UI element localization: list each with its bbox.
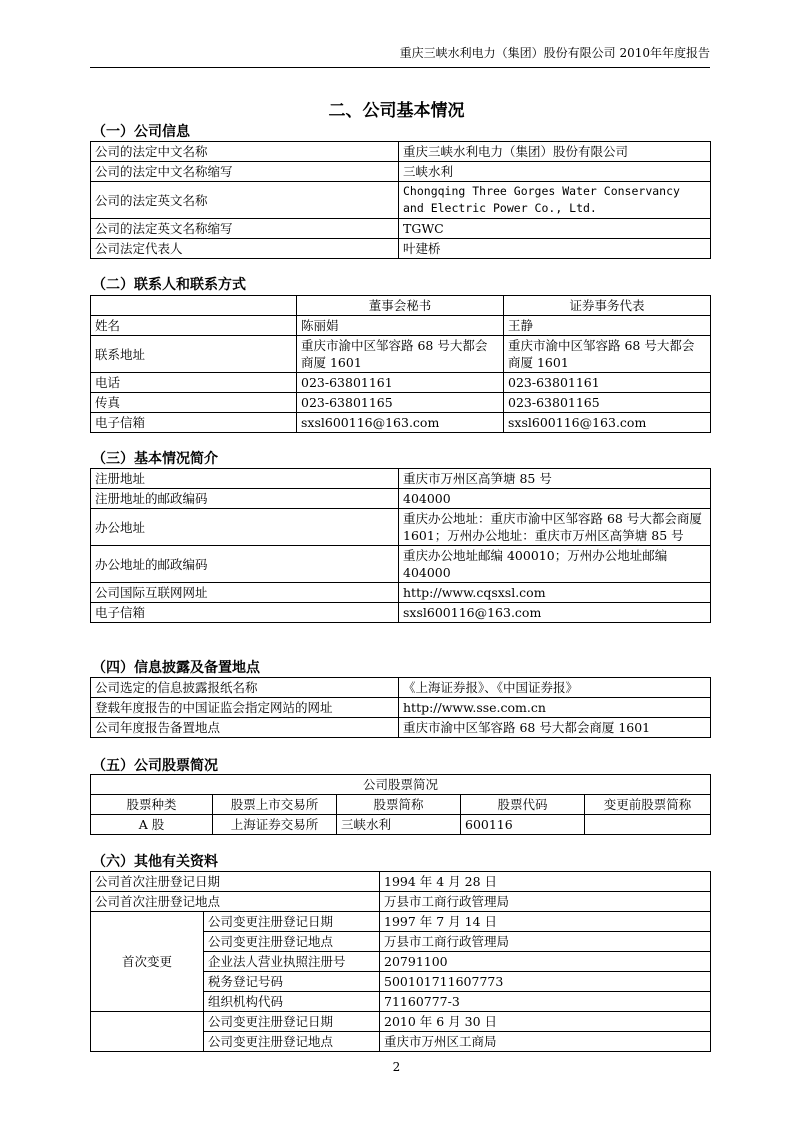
website-cell: http://www.cqsxsl.com [399,583,711,603]
table-row [91,546,711,583]
exchange-cell: 上海证券交易所 [213,815,337,835]
column-header: 董事会秘书 [297,296,504,316]
table-row [91,336,711,373]
table-row [91,698,711,718]
value-cell: 重庆市渝中区邹容路 68 号大都会商厦 1601 [399,718,711,738]
page-number: 2 [392,1060,401,1074]
table-row [91,413,711,433]
table-row [91,1012,711,1032]
value-cell: 20791100 [380,952,711,972]
value-cell: 重庆办公地址邮编 400010；万州办公地址邮编 404000 [399,546,711,583]
value-cell: 2010 年 6 月 30 日 [380,1012,711,1032]
table-row [91,142,711,162]
value-cell: 重庆市渝中区邹容路 68 号大都会商厦 1601 [297,336,504,373]
section-3-heading: （三）基本情况简介 [92,451,218,467]
value-cell: 023-63801165 [504,393,711,413]
label-cell: 公司变更注册登记日期 [204,1012,380,1032]
column-header: 股票简称 [337,795,461,815]
empty-cell [91,1012,204,1052]
value-cell: 023-63801161 [297,373,504,393]
table-row [91,239,711,259]
label-cell: 电话 [91,373,297,393]
label-cell: 登载年度报告的中国证监会指定网站的网址 [91,698,399,718]
label-cell: 公司变更注册登记日期 [204,912,380,932]
table-row [91,678,711,698]
label-cell: 公司的法定英文名称缩写 [91,219,399,239]
basic-info-table [90,468,711,623]
website-cell: http://www.sse.com.cn [399,698,711,718]
value-cell: 王静 [504,316,711,336]
table-row [91,373,711,393]
label-cell: 公司首次注册登记日期 [91,872,380,892]
table-row [91,795,711,815]
label-cell: 电子信箱 [91,413,297,433]
section-6-heading: （六）其他有关资料 [92,854,218,870]
label-cell: 公司年度报告备置地点 [91,718,399,738]
label-cell: 公司变更注册登记地点 [204,1032,380,1052]
empty-cell [91,296,297,316]
label-cell: 姓名 [91,316,297,336]
stock-name-cell: 三峡水利 [337,815,461,835]
label-cell: 公司选定的信息披露报纸名称 [91,678,399,698]
value-cell: 重庆市万州区工商局 [380,1032,711,1052]
table-row [91,182,711,219]
value-cell: 重庆市渝中区邹容路 68 号大都会商厦 1601 [504,336,711,373]
section-5-heading: （五）公司股票简况 [92,758,218,774]
label-cell: 公司的法定中文名称 [91,142,399,162]
table-caption: 公司股票简况 [91,775,711,795]
value-cell: 023-63801165 [297,393,504,413]
value-cell: 陈丽娟 [297,316,504,336]
value-cell: 1997 年 7 月 14 日 [380,912,711,932]
table-row [91,912,711,932]
table-row [91,219,711,239]
table-row [91,603,711,623]
email-cell: sxsl600116@163.com [504,413,711,433]
stock-type-cell: A 股 [91,815,213,835]
label-cell: 注册地址 [91,469,399,489]
value-cell: 023-63801161 [504,373,711,393]
value-cell: 万县市工商行政管理局 [380,892,711,912]
page-header: 重庆三峡水利电力（集团）股份有限公司 2010年年度报告 [90,44,710,68]
value-cell: 404000 [399,489,711,509]
label-cell: 公司首次注册登记地点 [91,892,380,912]
former-name-cell [585,815,711,835]
label-cell: 企业法人营业执照注册号 [204,952,380,972]
stock-code-cell: 600116 [461,815,585,835]
column-header: 股票种类 [91,795,213,815]
page-title: 二、公司基本情况 [328,101,465,121]
label-cell: 税务登记号码 [204,972,380,992]
value-cell: 重庆三峡水利电力（集团）股份有限公司 [399,142,711,162]
table-row [91,892,711,912]
email-cell: sxsl600116@163.com [297,413,504,433]
value-cell: 叶建桥 [399,239,711,259]
label-cell: 公司的法定中文名称缩写 [91,162,399,182]
section-4-heading: （四）信息披露及备置地点 [92,660,260,676]
table-row [91,296,711,316]
column-header: 变更前股票简称 [585,795,711,815]
stock-table [90,774,711,835]
table-row [91,162,711,182]
label-cell: 公司法定代表人 [91,239,399,259]
disclosure-table [90,677,711,738]
table-row [91,815,711,835]
label-cell: 注册地址的邮政编码 [91,489,399,509]
contacts-table [90,295,711,433]
label-cell: 办公地址 [91,509,399,546]
column-header: 股票上市交易所 [213,795,337,815]
table-row [91,718,711,738]
value-cell: Chongqing Three Gorges Water Conservancy and Electric Power Co., Ltd. [399,182,711,219]
email-cell: sxsl600116@163.com [399,603,711,623]
group-label-cell: 首次变更 [91,912,204,1012]
value-cell: 1994 年 4 月 28 日 [380,872,711,892]
table-row [91,872,711,892]
label-cell: 公司的法定英文名称 [91,182,399,219]
label-cell: 公司变更注册登记地点 [204,932,380,952]
table-row [91,393,711,413]
value-cell: 重庆办公地址：重庆市渝中区邹容路 68 号大都会商厦 1601；万州办公地址：重庆市万州区高笋塘 85 号 [399,509,711,546]
value-cell: 重庆市万州区高笋塘 85 号 [399,469,711,489]
column-header: 股票代码 [461,795,585,815]
section-2-heading: （二）联系人和联系方式 [92,277,246,293]
label-cell: 联系地址 [91,336,297,373]
label-cell: 组织机构代码 [204,992,380,1012]
label-cell: 公司国际互联网网址 [91,583,399,603]
label-cell: 电子信箱 [91,603,399,623]
table-row [91,469,711,489]
value-cell: 万县市工商行政管理局 [380,932,711,952]
table-row [91,489,711,509]
company-info-table [90,141,711,259]
section-1-heading: （一）公司信息 [92,124,190,140]
value-cell: 三峡水利 [399,162,711,182]
table-row [91,509,711,546]
value-cell: 《上海证券报》、《中国证券报》 [399,678,711,698]
value-cell: 71160777-3 [380,992,711,1012]
value-cell: 500101711607773 [380,972,711,992]
table-row [91,583,711,603]
table-row [91,316,711,336]
label-cell: 传真 [91,393,297,413]
other-info-table [90,871,711,1052]
label-cell: 办公地址的邮政编码 [91,546,399,583]
table-row [91,775,711,795]
column-header: 证券事务代表 [504,296,711,316]
value-cell: TGWC [399,219,711,239]
